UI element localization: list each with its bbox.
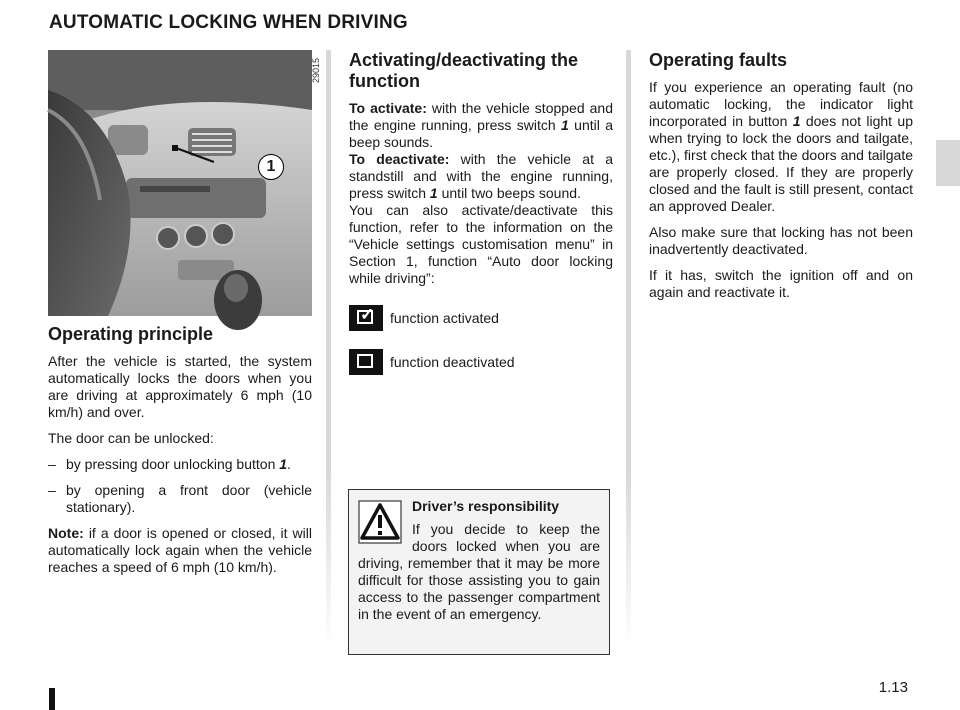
operating-faults-heading: Operating faults	[649, 50, 788, 70]
operating-principle-intro: After the vehicle is started, the system automatically locks the doors when you are driving at approximately 6 mph (10 km/h) and over.	[48, 353, 312, 420]
checkbox-unchecked-icon	[349, 349, 383, 375]
page-number: 1.13	[878, 679, 908, 696]
warning-triangle-icon	[358, 500, 402, 544]
deactivated-row	[349, 349, 613, 375]
deactivate-text: with the vehicle at a standstill and with the engine running, press switch	[349, 151, 613, 201]
figure-reference-code: 29015	[311, 58, 321, 84]
faults-paragraph-1	[649, 79, 913, 215]
activated-row	[349, 305, 613, 331]
column-middle	[349, 50, 613, 389]
button-number: 1	[279, 456, 288, 472]
activation-heading: Activating/deactivating the function	[349, 50, 579, 91]
faults-paragraph-2: Also make sure that locking has not been inadvertently deactivated.	[649, 224, 913, 257]
column-divider	[626, 50, 631, 650]
faults-text-end: does not light up when trying to lock the doors and tailgate, etc.), first check that the doors and tailgate are properly closed. If they are properly closed and the fault is still present, contact an approved Dealer.	[649, 113, 913, 214]
section-tab	[936, 140, 960, 186]
activate-label: To activate:	[349, 100, 427, 116]
warning-text: If you decide to keep the doors locked when you are driving, remember that it may be more difficult for those assisting you to gain access to the passenger compartment in the event of an emergency.	[358, 521, 600, 622]
customisation-paragraph: You can also activate/deactivate this function, refer to the information on the “Vehicle settings customisation menu” in Section 1, function “Auto door locking while driving”:	[349, 202, 613, 286]
note-label: Note:	[48, 525, 84, 541]
unlock-lead: The door can be unlocked:	[48, 430, 214, 446]
activate-text-end: until a beep sounds.	[349, 117, 613, 150]
callout-number: 1	[258, 154, 284, 180]
list-dash: –	[48, 456, 56, 472]
activate-text: with the vehicle stopped and the engine running, press switch	[349, 100, 613, 133]
page-title: AUTOMATIC LOCKING WHEN DRIVING	[49, 12, 408, 33]
note-text: if a door is opened or closed, it will automatically lock again when the vehicle reaches a speed of 6 mph (10 km/h).	[48, 525, 312, 575]
column-left	[48, 50, 321, 585]
dashboard-illustration	[48, 50, 312, 316]
faults-paragraph-3: If it has, switch the ignition off and on again and reactivate it.	[649, 267, 913, 300]
activate-paragraph	[349, 100, 613, 151]
faults-text: If you experience an operating fault (no automatic locking, the indicator light incorporated in button	[649, 79, 913, 129]
list-dash: –	[48, 482, 56, 498]
deactivate-paragraph	[349, 151, 613, 202]
switch-number: 1	[429, 185, 438, 201]
corner-mark	[49, 688, 55, 710]
button-number: 1	[792, 113, 801, 129]
warning-box	[348, 489, 610, 655]
list-text: by pressing door unlocking button	[66, 456, 280, 472]
list-item	[48, 456, 312, 473]
list-text: by opening a front door (vehicle stationary).	[66, 482, 312, 515]
list-item	[48, 482, 312, 516]
dashboard-photo	[48, 50, 321, 316]
note-paragraph	[48, 525, 312, 576]
deactivate-label: To deactivate:	[349, 151, 450, 167]
column-right	[649, 50, 913, 310]
switch-number: 1	[561, 117, 569, 133]
warning-title: Driver’s responsibility	[412, 498, 560, 514]
operating-principle-heading: Operating principle	[48, 324, 214, 344]
column-divider	[326, 50, 331, 650]
deactivated-label: function deactivated	[390, 353, 515, 370]
deactivate-text-end: until two beeps sound.	[437, 185, 581, 201]
activated-label: function activated	[390, 309, 499, 326]
checkbox-checked-icon	[349, 305, 383, 331]
list-text-end: .	[287, 456, 291, 472]
